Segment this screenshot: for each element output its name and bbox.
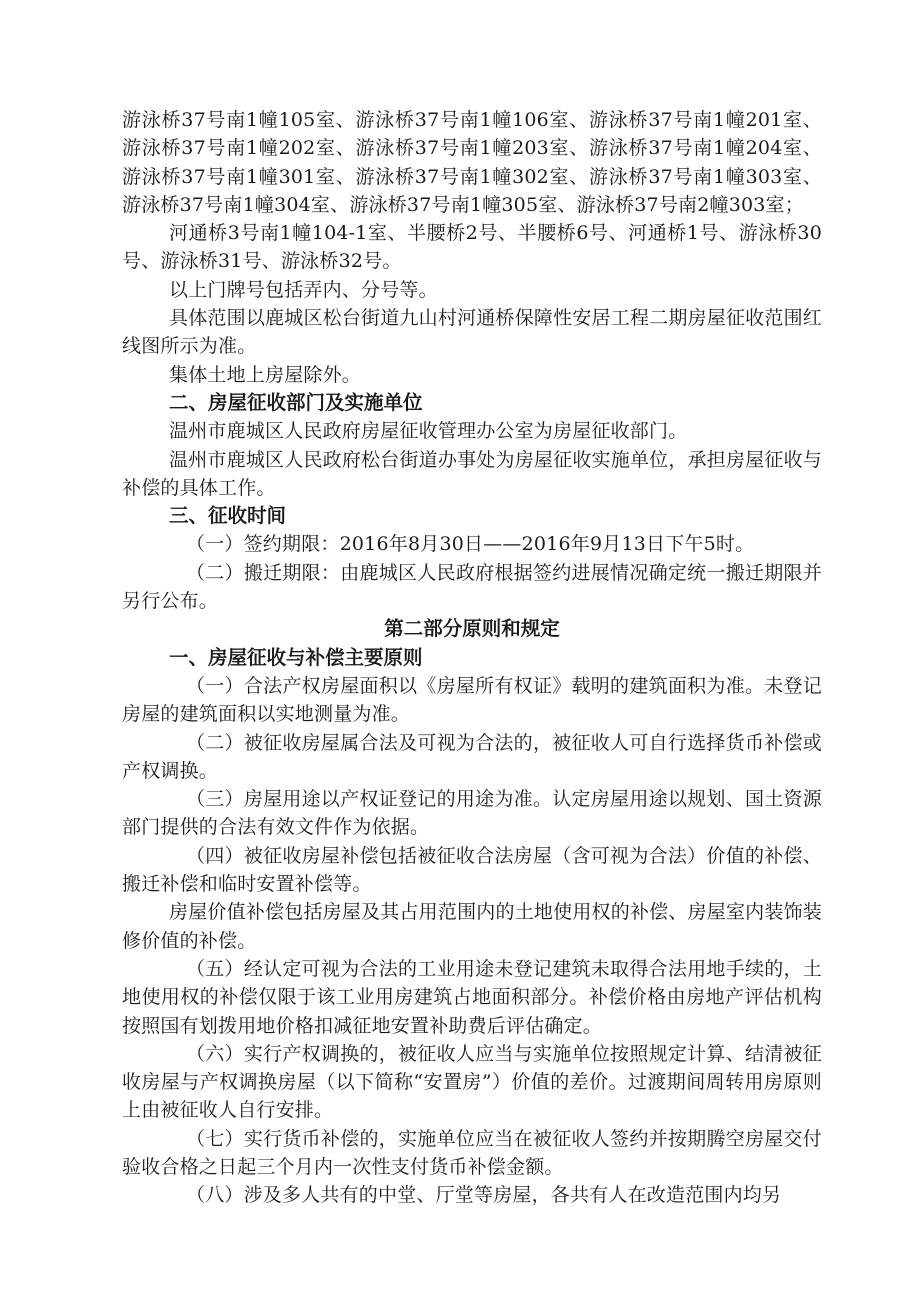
principle-item: （三）房屋用途以产权证登记的用途为准。认定房屋用途以规划、国土资源部门提供的合法有效文件作为依据。 <box>122 788 822 839</box>
section-heading-principles: 一、房屋征收与补偿主要原则 <box>169 645 423 669</box>
principle-item: （六）实行产权调换的，被征收人应当与实施单位按照规定计算、结清被征收房屋与产权调换房屋（以下简称“安置房”）价值的差价。过渡期间周转用房原则上由被征收人自行安排。 <box>122 1042 822 1122</box>
implementing-unit-paragraph: 温州市鹿城区人民政府松台街道办事处为房屋征收实施单位，承担房屋征收与补偿的具体工作。 <box>122 448 822 499</box>
doorplate-note: 以上门牌号包括弄内、分号等。 <box>169 278 438 301</box>
section-heading-time: 三、征收时间 <box>169 504 287 528</box>
address-list-paragraph-2: 河通桥3号南1幢104-1室、半腰桥2号、半腰桥6号、河通桥1号、游泳桥30号、游泳桥31号、游泳桥32号。 <box>122 222 822 273</box>
section-heading-departments: 二、房屋征收部门及实施单位 <box>169 390 423 414</box>
department-paragraph: 温州市鹿城区人民政府房屋征收管理办公室为房屋征收部门。 <box>169 420 688 443</box>
exclusion-note: 集体土地上房屋除外。 <box>169 363 362 386</box>
principle-item: 房屋价值补偿包括房屋及其占用范围内的土地使用权的补偿、房屋室内装饰装修价值的补偿。 <box>122 901 822 952</box>
principle-item: （一）合法产权房屋面积以《房屋所有权证》载明的建筑面积为准。未登记房屋的建筑面积以实地测量为准。 <box>122 674 822 726</box>
scope-note: 具体范围以鹿城区松台街道九山村河通桥保障性安居工程二期房屋征收范围红线图所示为准。 <box>122 307 822 358</box>
relocation-period-paragraph: （二）搬迁期限：由鹿城区人民政府根据签约进展情况确定统一搬迁期限并另行公布。 <box>122 561 822 613</box>
address-list-paragraph-1: 游泳桥37号南1幢105室、游泳桥37号南1幢106室、游泳桥37号南1幢201室、游泳桥37号南1幢202室、游泳桥37号南1幢203室、游泳桥37号南1幢204室、游泳桥37号南1幢301室、游泳桥37号南1幢302室、游泳桥37号南1幢303室、游泳桥37号南1幢304室、游泳桥37号南1幢305室、游泳桥37号南2幢303室； <box>122 109 822 216</box>
document-page <box>122 106 822 1210</box>
principle-item: （五）经认定可视为合法的工业用途未登记建筑未取得合法用地手续的，土地使用权的补偿仅限于该工业用房建筑占地面积部分。补偿价格由房地产评估机构按照国有划拨用地价格扣减征地安置补助费后评估确定。 <box>122 957 822 1037</box>
principle-item: （四）被征收房屋补偿包括被征收合法房屋（含可视为合法）价值的补偿、搬迁补偿和临时安置补偿等。 <box>122 844 822 896</box>
principle-item: （七）实行货币补偿的，实施单位应当在被征收人签约并按期腾空房屋交付验收合格之日起三个月内一次性支付货币补偿金额。 <box>122 1127 822 1178</box>
part-two-title: 第二部分原则和规定 <box>384 617 560 641</box>
principle-item: （八）涉及多人共有的中堂、厅堂等房屋，各共有人在改造范围内均另 <box>186 1184 782 1207</box>
principle-item: （二）被征收房屋属合法及可视为合法的，被征收人可自行选择货币补偿或产权调换。 <box>122 731 822 782</box>
signing-period-paragraph: （一）签约期限：2016年8月30日——2016年9月13日下午5时。 <box>186 533 755 556</box>
